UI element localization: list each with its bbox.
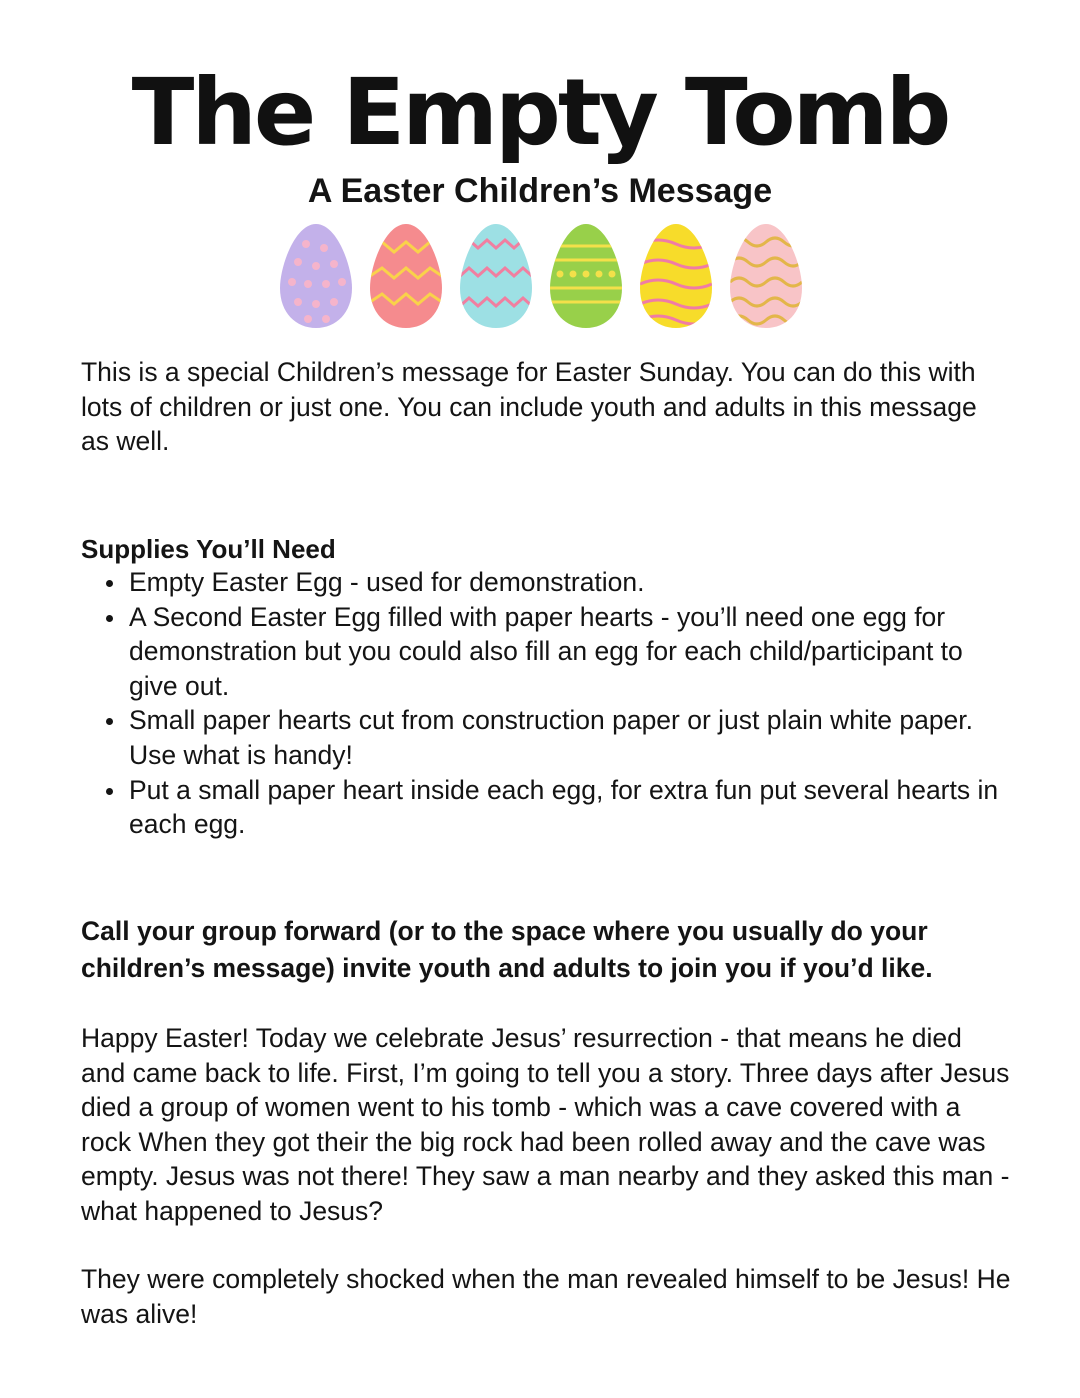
yellow-striped-egg-icon — [640, 224, 712, 328]
list-item: Empty Easter Egg - used for demonstration. — [81, 565, 1011, 600]
supplies-list — [81, 565, 1011, 842]
purple-dotted-egg-icon — [280, 224, 352, 328]
supplies-heading: Supplies You’ll Need — [81, 534, 336, 564]
page-subtitle: A Easter Children’s Message — [307, 172, 773, 210]
pink-wavy-egg-icon — [730, 224, 802, 328]
list-item: A Second Easter Egg filled with paper hearts - you’ll need one egg for demonstration but you could also fill an egg for each child/participant to give out. — [81, 600, 1011, 704]
list-item: Put a small paper heart inside each egg, for extra fun put several hearts in each egg. — [81, 773, 1011, 842]
easter-eggs-row — [280, 224, 802, 328]
reveal-paragraph: They were completely shocked when the man revealed himself to be Jesus! He was alive! — [81, 1264, 1011, 1329]
list-item: Small paper hearts cut from construction paper or just plain white paper. Use what is handy! — [81, 703, 1011, 772]
call-forward-instruction: Call your group forward (or to the space where you usually do your children’s message) invite youth and adults to join you if you’d like. — [81, 916, 933, 983]
green-striped-egg-icon — [550, 224, 622, 328]
coral-zigzag-egg-icon — [370, 224, 442, 328]
page-title: The Empty Tomb — [131, 59, 949, 166]
intro-paragraph: This is a special Children’s message for Easter Sunday. You can do this with lots of children or just one. You can include youth and adults in this message as well. — [81, 357, 977, 457]
story-paragraph: Happy Easter! Today we celebrate Jesus’ resurrection - that means he died and came back to life. First, I’m going to tell you a story. Three days after Jesus died a group of women went to his tomb - which was a cave covered with a rock When they got their the big rock had been rolled away and the cave was empty. Jesus was not there! They saw a man nearby and they asked this man - what happened to Jesus? — [81, 1023, 1010, 1226]
aqua-zigzag-egg-icon — [460, 224, 532, 328]
